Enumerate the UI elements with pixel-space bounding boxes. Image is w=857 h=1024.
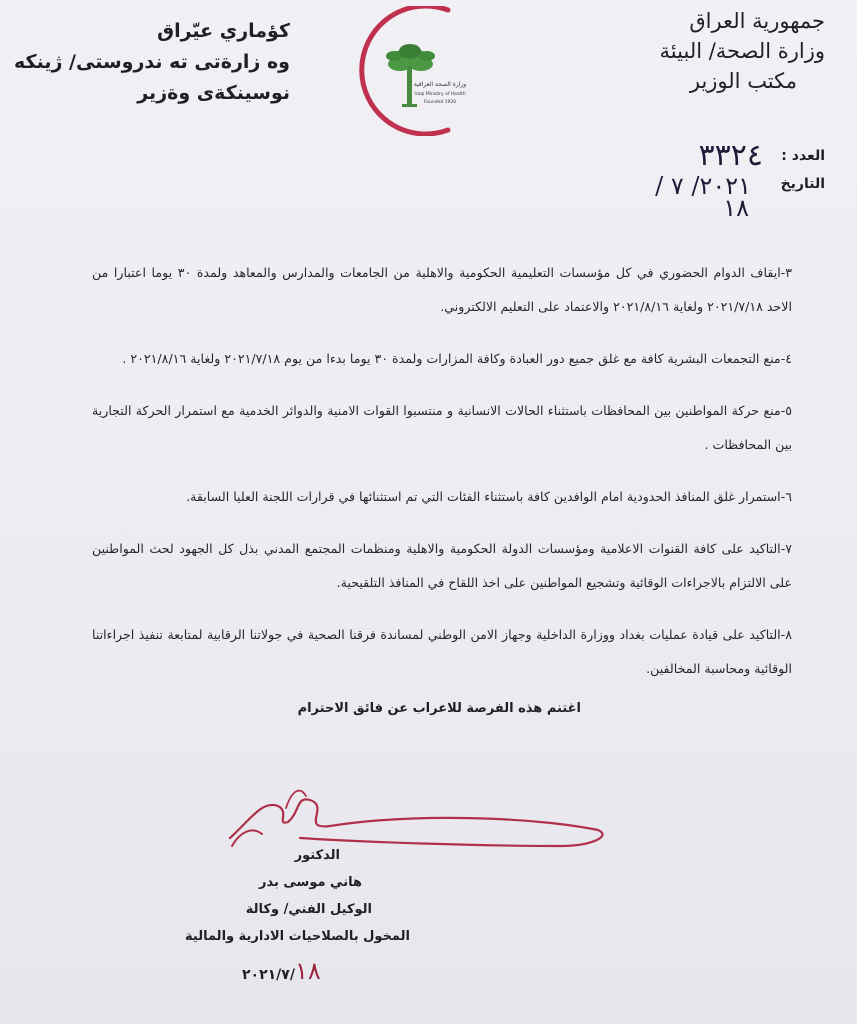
list-item <box>92 480 792 514</box>
item-text: ايقاف الدوام الحضوري في كل مؤسسات التعليمية الحكومية والاهلية من الجامعات والمدارس والمعاهد ولمدة ٣٠ يوما اعتبارا من الاحد ٢٠٢١/٧/١٨ ولغاية ٢٠٢١/٨/١٦ والاعتماد على التعليم الالكتروني. <box>92 265 792 314</box>
reference-date-value: ٢٠٢١/ ٧ / <box>655 172 751 200</box>
reference-number-label: العدد : <box>781 148 825 164</box>
item-text: التاكيد على كافة القنوات الاعلامية ومؤسسات الدولة الحكومية والاهلية ومنظمات المجتمع المدني بذل كل الجهود لحث المواطنين على الالتزام بالاجراءات الوقائية وتشجيع المواطنين على اخذ اللقاح في المنافذ التلقيحية. <box>92 541 792 590</box>
reference-block <box>505 138 825 222</box>
item-number: ٧- <box>780 541 792 556</box>
reference-number-row <box>505 138 825 173</box>
arabic-letterhead <box>595 6 825 96</box>
ministry-logo <box>344 6 494 136</box>
logo-text-arabic: وزارة الصحة العراقية <box>413 81 467 88</box>
signer-authority: المخول بالصلاحيات الادارية والمالية <box>185 929 410 944</box>
letterhead-line: وه زارةتى ته ندروستى/ ژينكه <box>14 51 290 73</box>
letterhead-line: جمهورية العراق <box>689 9 825 33</box>
list-item <box>92 394 792 462</box>
palm-tree-icon <box>386 44 435 107</box>
reference-date-label: التاريخ <box>780 176 825 192</box>
item-number: ٦- <box>780 489 792 504</box>
item-text: استمرار غلق المنافذ الحدودية امام الوافدين كافة باستثناء الفئات التي تم استثنائها في قرارات اللجنة العليا السابقة. <box>186 489 781 504</box>
signature-date <box>242 957 321 985</box>
letterhead-line: نوسينكةى وةزير <box>137 82 290 104</box>
document-body <box>92 256 792 704</box>
letterhead-line: وزارة الصحة/ البيئة <box>659 39 825 63</box>
item-text: التاكيد على قيادة عمليات بغداد ووزارة الداخلية وجهاز الامن الوطني لمساندة فرقنا الصحية في جولاتنا الرقابية لمتابعة تنفيذ اجراءاتنا الوقائية ومحاسبة المخالفين. <box>92 627 792 676</box>
closing-line: اغتنم هذه الفرصة للاعراب عن فائق الاحترام <box>297 701 581 716</box>
ministry-logo-graphic <box>344 6 494 136</box>
item-number: ٤- <box>780 351 792 366</box>
item-text: منع التجمعات البشرية كافة مع غلق جميع دور العبادة وكافة المزارات ولمدة ٣٠ يوما بدءا من يوم ٢٠٢١/٧/١٨ ولغاية ٢٠٢١/٨/١٦ . <box>122 351 781 366</box>
item-number: ٥- <box>780 403 792 418</box>
item-number: ٣- <box>780 265 793 280</box>
signer-position: الوكيل الفني/ وكالة <box>245 902 372 917</box>
signature-date-day: ١٨ <box>294 957 321 985</box>
signer-title: الدكتور <box>294 848 340 863</box>
reference-date-day: ١٨ <box>723 194 749 222</box>
logo-text-english: Iraqi Ministry of Health <box>414 92 466 97</box>
list-item <box>92 618 792 686</box>
letterhead-line: كؤماري عيّراق <box>157 20 290 42</box>
signature-block <box>150 842 410 950</box>
reference-date-row <box>505 170 825 222</box>
item-number: ٨- <box>780 627 792 642</box>
signature-date-value: ٢٠٢١/٧/ <box>242 967 295 983</box>
list-item <box>92 256 792 324</box>
logo-text-founded: Founded 1920 <box>423 100 457 105</box>
reference-number-value: ٣٣٢٤ <box>698 138 763 173</box>
item-text: منع حركة المواطنين بين المحافظات باستثناء الحالات الانسانية و منتسبوا القوات الامنية والدوائر الخدمية مع استمرار الحركة التجارية بين المحافظات . <box>92 403 792 452</box>
letterhead-line: مكتب الوزير <box>689 69 797 93</box>
kurdish-letterhead <box>14 16 290 109</box>
signer-name: هاني موسى بدر <box>259 875 362 890</box>
list-item <box>92 342 792 376</box>
list-item <box>92 532 792 600</box>
